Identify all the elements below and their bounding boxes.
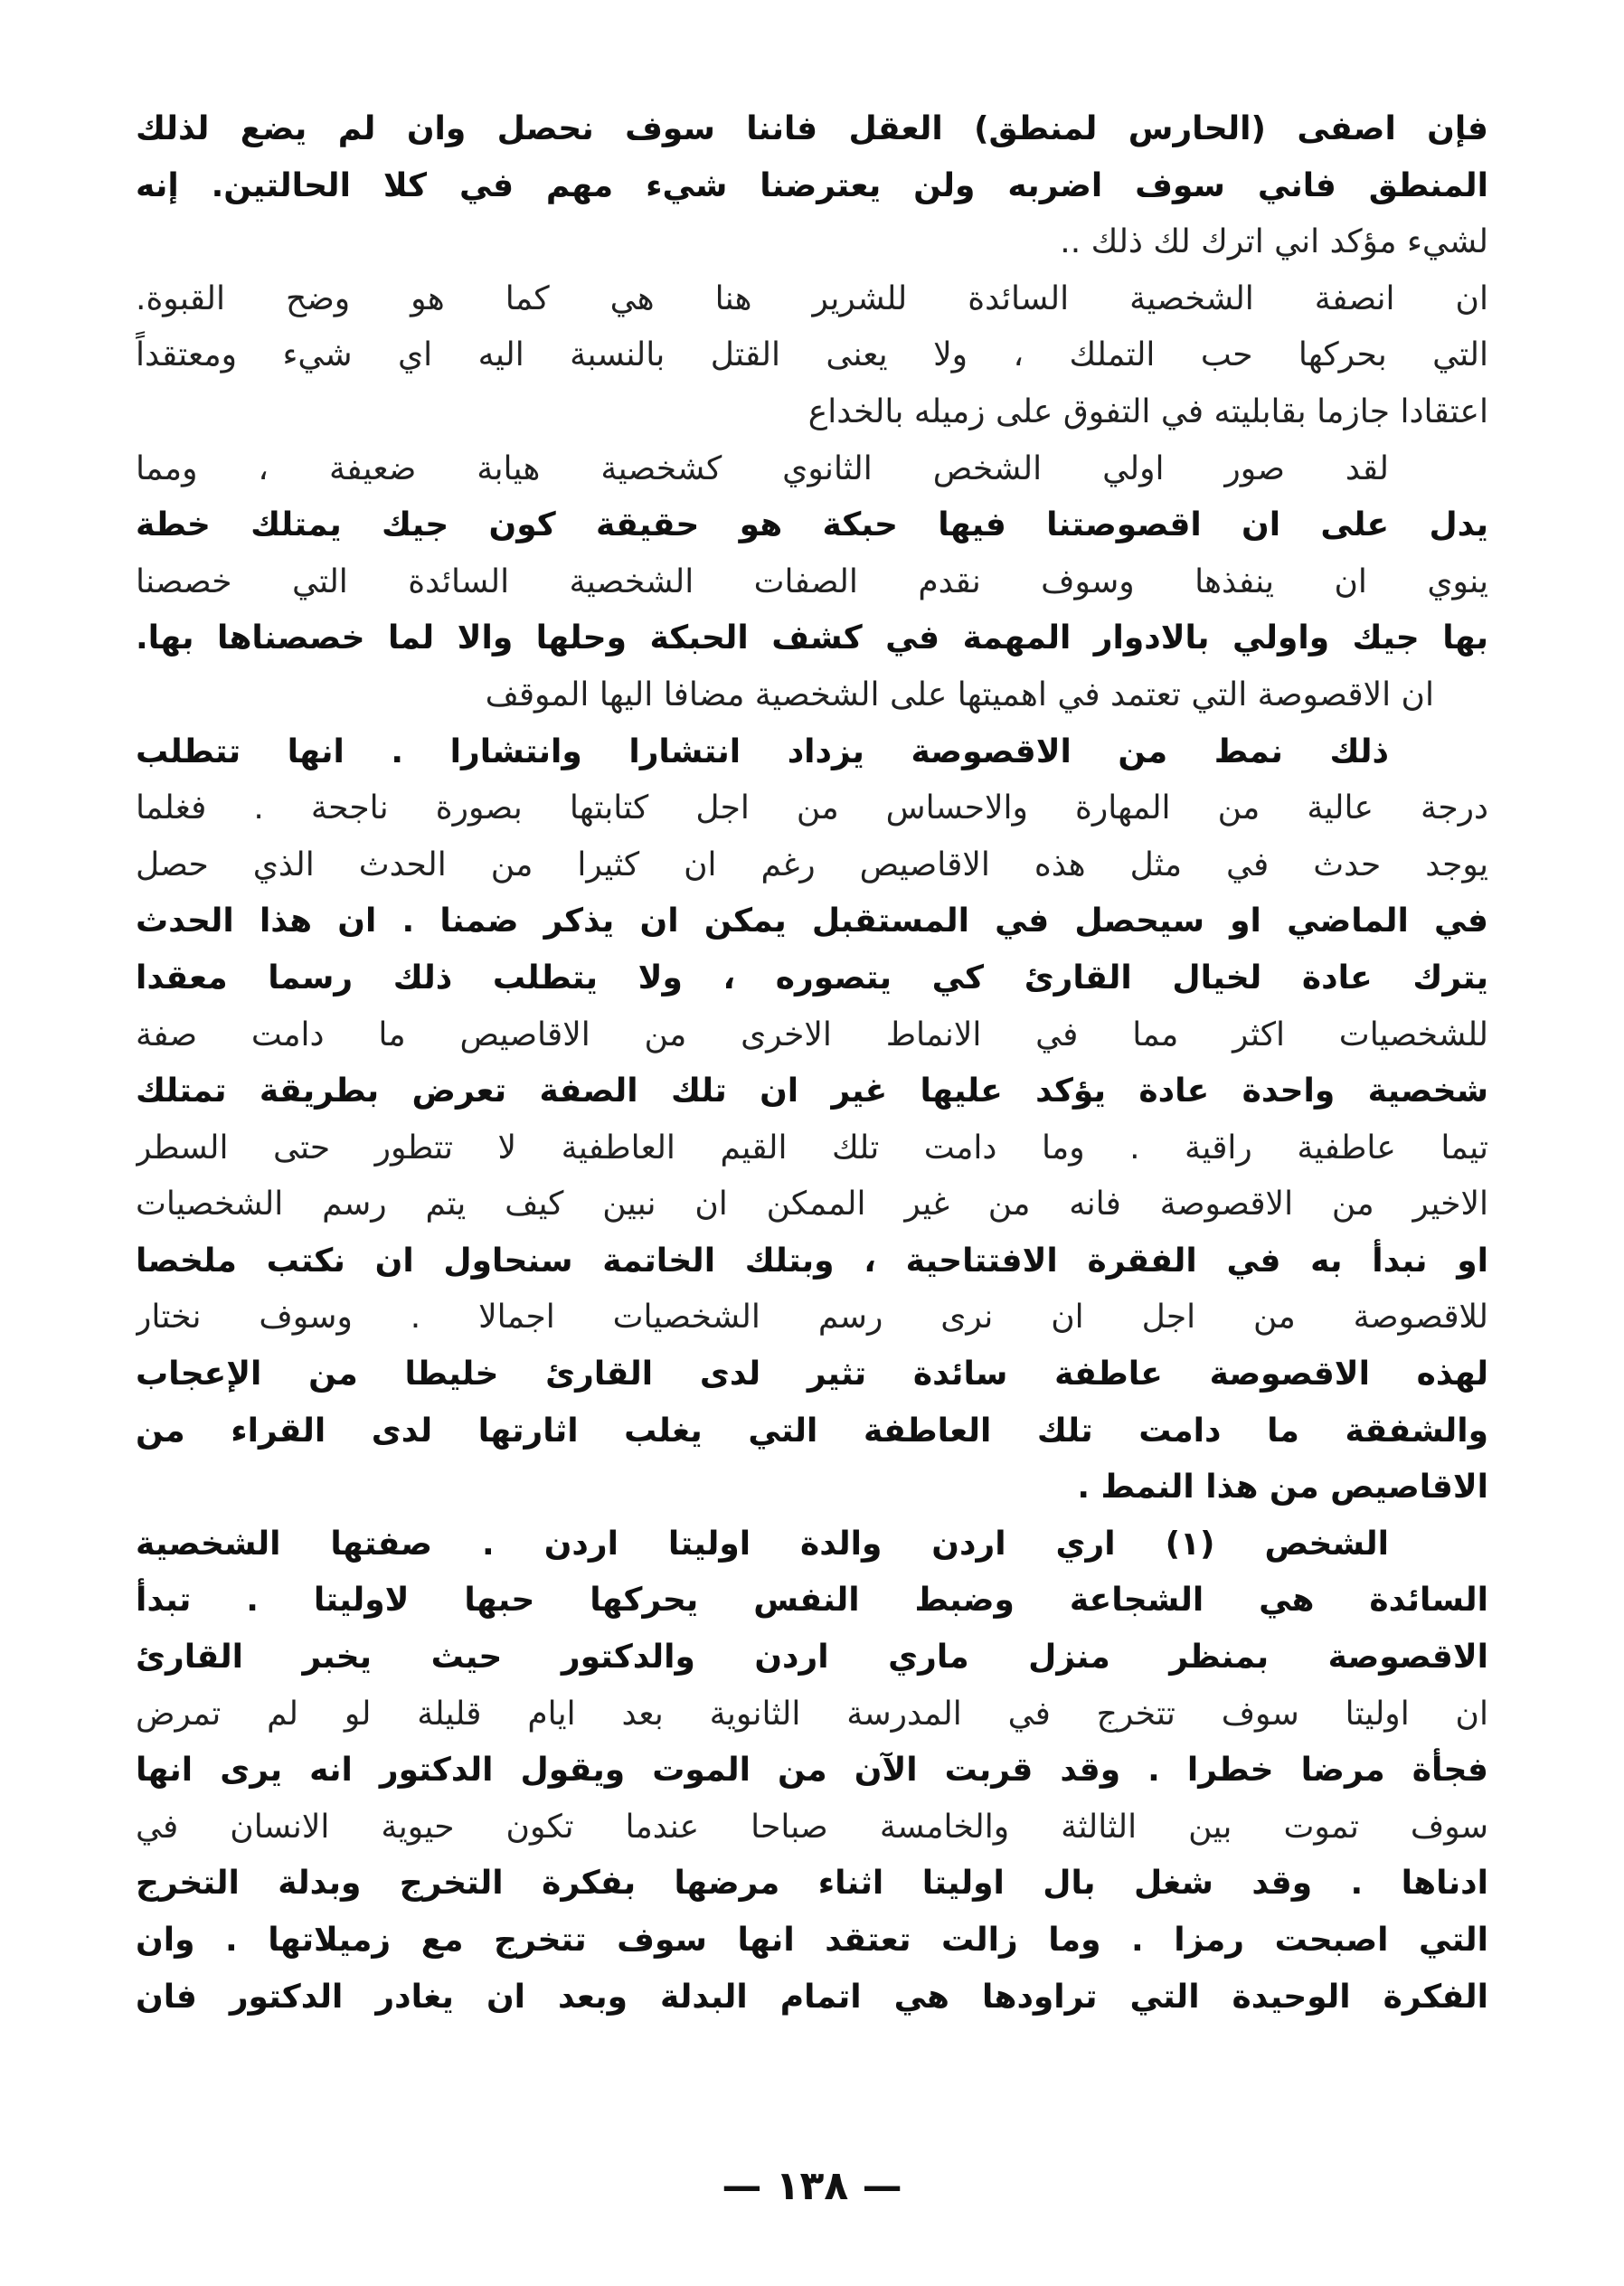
text-line: التي اصبحت رمزا . وما زالت تعتقد انها سوف تتخرج مع زميلاتها . وان	[136, 1922, 1488, 1959]
text-line: او نبدأ به في الفقرة الافتتاحية ، وبتلك الخاتمة سنحاول ان نكتب ملخصا	[136, 1242, 1488, 1280]
text-line: لهذه الاقصوصة عاطفة سائدة تثير لدى القارئ خليطا من الإعجاب	[136, 1356, 1488, 1393]
text-line: درجة عالية من المهارة والاحساس من اجل كتابتها بصورة ناجحة . فغلما	[136, 789, 1488, 827]
text-line: في الماضي او سيحصل في المستقبل يمكن ان يذكر ضمنا . ان هذا الحدث	[136, 902, 1488, 940]
text-line: الاقاصيص من هذا النمط .	[1077, 1469, 1488, 1507]
text-line: تيما عاطفية راقية . وما دامت تلك القيم العاطفية لا تتطور حتى السطر	[136, 1129, 1488, 1167]
text-line: لقد صور اولي الشخص الثانوي كشخصية هيابة ضعيفة ، ومما	[136, 449, 1389, 487]
text-line: يدل على ان اقصوصتنا فيها حبكة هو حقيقة كون جيك يمتلك خطة	[136, 506, 1488, 544]
text-line: شخصية واحدة عادة يؤكد عليها غير ان تلك الصفة تعرض بطريقة تمتلك	[136, 1072, 1488, 1110]
text-line: للشخصيات اكثر مما في الانماط الاخرى من الاقاصيص ما دامت صفة	[136, 1015, 1488, 1053]
text-line: الاقصوصة بمنظر منزل ماري اردن والدكتور حيث يخبر القارئ	[136, 1639, 1488, 1677]
text-line: فجأة مرضا خطرا . وقد قربت الآن من الموت ويقول الدكتور انه يرى انها	[136, 1752, 1488, 1790]
text-line: الفكرة الوحيدة التي تراودها هي اتمام البدلة وبعد ان يغادر الدكتور فان	[136, 1978, 1488, 2016]
text-line: ادناها . وقد شغل بال اوليتا اثناء مرضها بفكرة التخرج وبدلة التخرج	[136, 1865, 1488, 1903]
text-line: ان انصفة الشخصية السائدة للشرير هنا هي كما هو وضح القبوة.	[136, 279, 1488, 317]
text-line: الاخير من الاقصوصة فانه من غير الممكن ان نبين كيف يتم رسم الشخصيات	[136, 1186, 1488, 1223]
text-line: المنطق فاني سوف اضربه ولن يعترضنا شيء مهم في كلا الحالتين. إنه	[136, 166, 1488, 204]
text-line: اعتقادا جازما بقابليته في التفوق على زميله بالخداع	[807, 392, 1488, 430]
text-line: الشخص (١) اري اردن والدة اوليتا اردن . صفتها الشخصية	[136, 1525, 1389, 1563]
text-line: والشفقة ما دامت تلك العاطفة التي يغلب اثارتها لدى القراء من	[136, 1412, 1488, 1450]
page-number: — ١٣٨ —	[722, 2163, 902, 2209]
section-heading: ان الاقصوصة التي تعتمد في اهميتها على الشخصية مضافا اليها الموقف	[485, 675, 1434, 713]
text-line: سوف تموت بين الثالثة والخامسة صباحا عندما تكون حيوية الانسان في	[136, 1808, 1488, 1846]
text-line: للاقصوصة من اجل ان نرى رسم الشخصيات اجمالا . وسوف نختار	[136, 1299, 1488, 1337]
text-line: التي بحركها حب التملك ، ولا يعنى القتل بالنسبة اليه اي شيء ومعتقداً	[136, 336, 1488, 374]
text-line: يترك عادة لخيال القارئ كي يتصوره ، ولا يتطلب ذلك رسما معقدا	[136, 959, 1488, 997]
text-line: ذلك نمط من الاقصوصة يزداد انتشارا وانتشارا . انها تتطلب	[136, 732, 1389, 770]
text-line: يوجد حدث في مثل هذه الاقاصيص رغم ان كثيرا من الحدث الذي حصل	[136, 845, 1488, 883]
text-line: لشيء مؤكد اني اترك لك ذلك ..	[1060, 223, 1488, 261]
text-line: ينوي ان ينفذها وسوف نقدم الصفات الشخصية السائدة التي خصصنا	[136, 562, 1488, 600]
text-line: السائدة هي الشجاعة وضبط النفس يحركها حبها لاوليتا . تبدأ	[136, 1582, 1488, 1620]
text-line: فإن اصفى (الحارس لمنطق) العقل فاننا سوف نحصل وان لم يضع لذلك	[136, 110, 1488, 147]
text-line: ان اوليتا سوف تتخرج في المدرسة الثانوية بعد ايام قليلة لو لم تمرض	[136, 1695, 1488, 1733]
text-line: بها جيك واولي بالادوار المهمة في كشف الحبكة وحلها والا لما خصصناها بها.	[136, 619, 1488, 657]
body-text	[136, 101, 1488, 2026]
